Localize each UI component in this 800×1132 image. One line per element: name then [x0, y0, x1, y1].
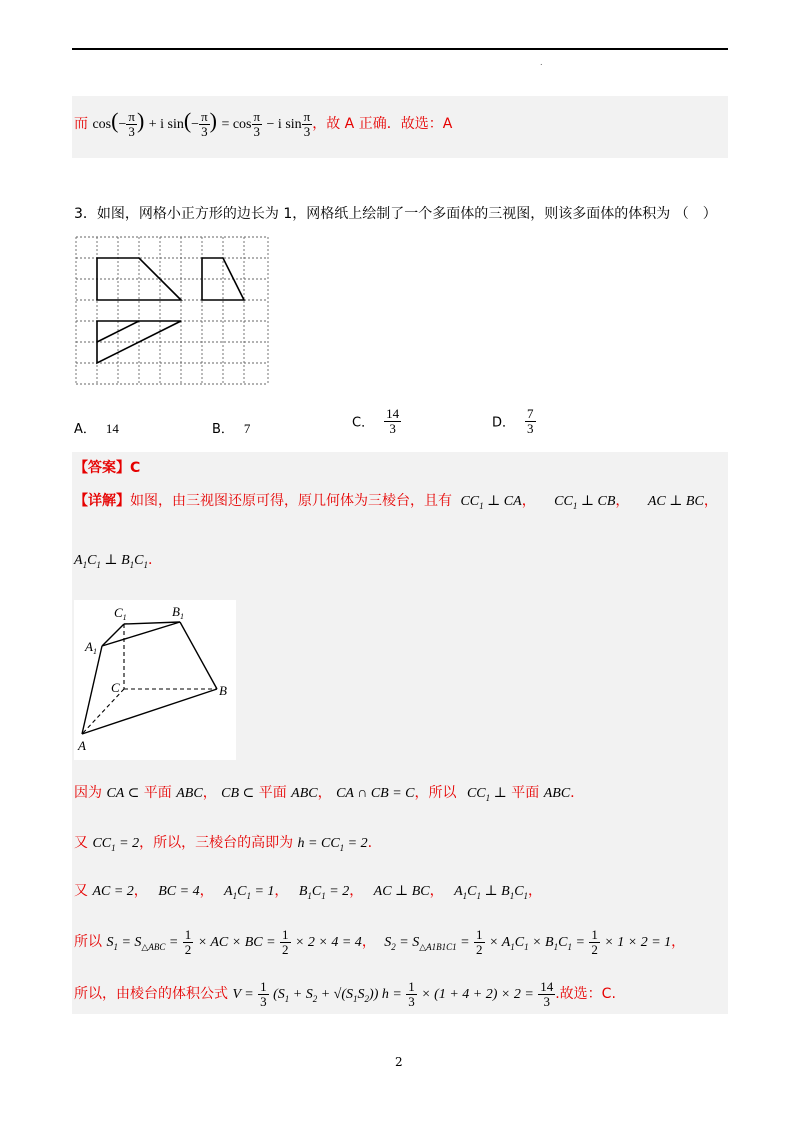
label-c: C	[111, 680, 120, 695]
page-number: 2	[395, 1055, 403, 1069]
question-text: 如图，网格小正方形的边长为 1，网格纸上绘制了一个多面体的三视图，则该多面体的体积为 （ ）	[96, 206, 717, 222]
option-d[interactable]: D． $\frac{7}{3}$	[492, 406, 534, 436]
label-c1: $C_1$	[114, 605, 127, 622]
plus-isin-text: + i sin	[148, 117, 184, 132]
pi-third-fraction-4: $\frac{\pi}{3}$	[303, 108, 311, 139]
pi-third-fraction-1: $\frac{\pi}{3}$	[128, 108, 135, 139]
detail-line-2: $A_1C_1$ ⊥ $B_1C_1$.	[74, 552, 153, 570]
three-view-figure	[75, 236, 269, 388]
header-dot: .	[540, 58, 543, 67]
detail-line-5: 又 AC = 2， BC = 4， $A_1C_1 = 1$， $B_1C_1 = 2$， AC ⊥ BC， $A_1C_1$ ⊥ $B_1C_1$，	[74, 883, 543, 901]
label-a: A	[78, 738, 86, 753]
pi-third-fraction-3: $\frac{\pi}{3}$	[253, 108, 261, 139]
label-b: B	[219, 683, 227, 698]
minus-isin-text: − i sin	[266, 117, 302, 132]
detail-line-1: 【详解】如图，由三视图还原可得，原几何体为三棱台，且有 $CC_1$ ⊥ CA， $CC_1$ ⊥ CB， AC ⊥ BC，	[74, 493, 718, 511]
answer-label: 【答案】C	[74, 460, 141, 476]
header-rule	[72, 48, 728, 50]
label-a1: $A_1$	[85, 639, 97, 656]
equals-cos-text: = cos	[221, 117, 252, 132]
detail-line-6: 所以 $S_1 = S_{\triangle ABC}$ = $\frac{1}{2}$ × AC × BC = $\frac{1}{2}$ × 2 × 4 = 4， $S_2 = S_{\triangle A1B1C1}$ = $\frac{1}{2}$ × $A_1C_1 \times B_1C_1$ = $\frac{1}{2}$ × 1 × 2 = 1，	[74, 927, 686, 957]
prefix-text: 而	[74, 116, 88, 132]
detail-line-3: 因为 CA ⊂ 平面 ABC， CB ⊂ 平面 ABC， CA ∩ CB = C，所以 $CC_1$ ⊥ 平面 ABC.	[74, 785, 575, 803]
detail-line-7: 所以，由棱台的体积公式 V = $\frac{1}{3}$ $(S_1 + S_2 + √(S_1S_2)) h$ = $\frac{1}{3}$ × (1 + 4 + 2) × 2 = $\frac{14}{3}$ .故选：C.	[74, 979, 616, 1009]
detail-line-4: 又 $CC_1 = 2$，所以，三棱台的高即为 $h = CC_1 = 2$.	[74, 835, 373, 853]
pi-third-fraction-2: $\frac{\pi}{3}$	[201, 108, 208, 139]
option-a[interactable]: A． 14	[74, 421, 119, 437]
question-number: 3．	[74, 206, 97, 222]
cos-text: cos	[92, 117, 112, 132]
option-c[interactable]: C． $\frac{14}{3}$	[352, 406, 400, 436]
question-stem	[74, 203, 717, 223]
conclusion-text: ，故 A 正确．故选：A	[312, 116, 453, 132]
frustum-figure	[74, 600, 236, 760]
option-b[interactable]: B． 7	[212, 421, 251, 437]
label-b1: $B_1$	[172, 604, 184, 621]
previous-solution-line: 而 cos(− $\frac{\pi}{3}$ ) + i sin(− $\frac{\pi}{3}$ ) = cos $\frac{\pi}{3}$ − i sin $\frac{\pi}{3}$ ，故 A 正确．故选：A	[74, 108, 453, 139]
